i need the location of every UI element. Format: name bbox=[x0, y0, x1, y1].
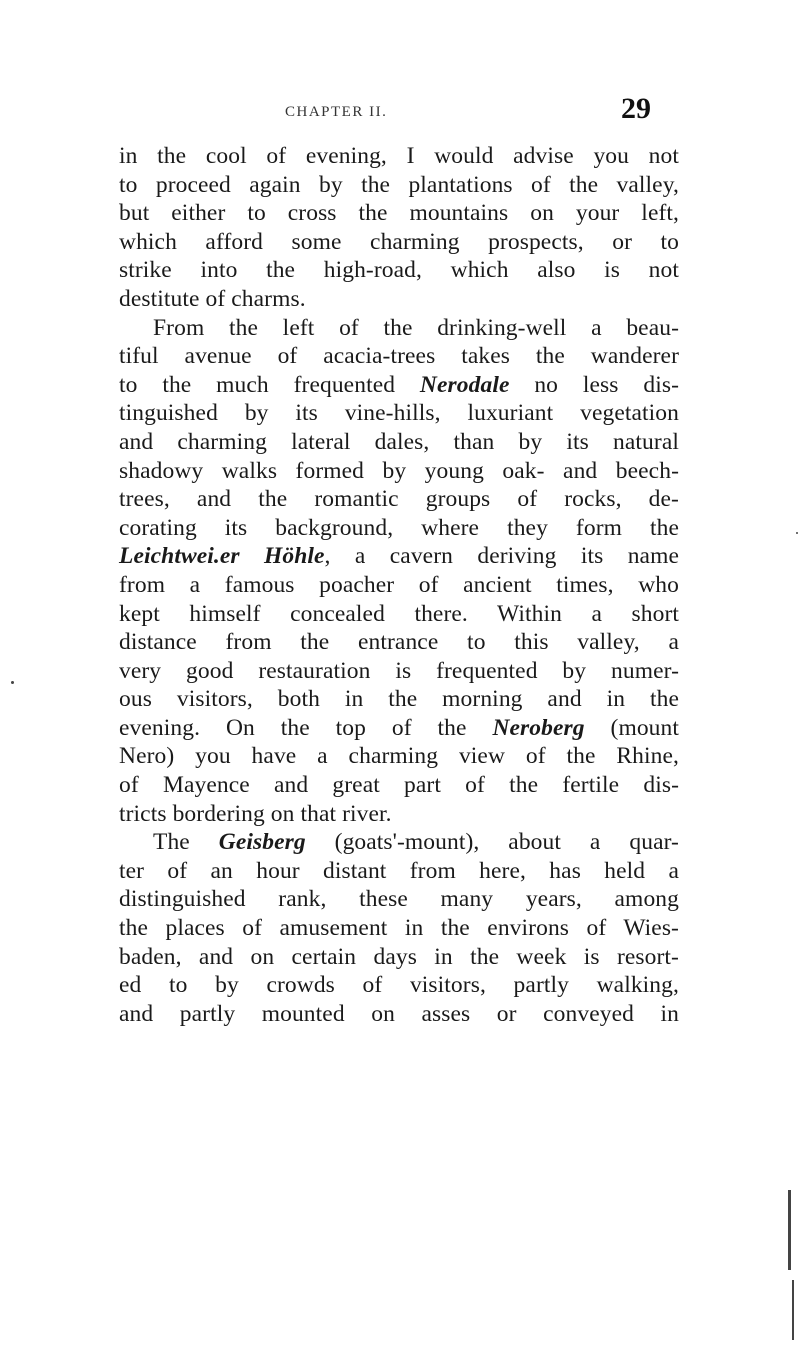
text-line: and charming lateral dales, than by its natural bbox=[119, 428, 679, 455]
text-line: ter of an hour distant from here, has held a bbox=[119, 857, 679, 884]
chapter-heading: CHAPTER II. bbox=[285, 104, 388, 120]
text-line: Leichtwei.er Höhle, a cavern deriving its name bbox=[119, 543, 679, 570]
text-line: ed to by crowds of visitors, partly walking, bbox=[119, 972, 679, 999]
running-head bbox=[285, 92, 685, 132]
text-line: trees, and the romantic groups of rocks, de- bbox=[119, 486, 679, 513]
text-line: The Geisberg (goats'-mount), about a quar- bbox=[153, 829, 679, 856]
text-line: strike into the high-road, which also is not bbox=[119, 257, 679, 284]
text-line: of Mayence and great part of the fertile dis- bbox=[119, 772, 679, 799]
text-line: tinguished by its vine-hills, luxuriant vegetation bbox=[119, 400, 679, 427]
text-line: to proceed again by the plantations of the valley, bbox=[119, 171, 679, 198]
text-line: from a famous poacher of ancient times, who bbox=[119, 571, 679, 598]
text-line: evening. On the top of the Neroberg (mount bbox=[119, 714, 679, 741]
text-line: shadowy walks formed by young oak- and beech- bbox=[119, 457, 679, 484]
text-line: the places of amusement in the environs of Wies- bbox=[119, 915, 679, 942]
text-line: in the cool of evening, I would advise you not bbox=[119, 143, 679, 169]
text-line: Nero) you have a charming view of the Rhine, bbox=[119, 743, 679, 770]
text-line: destitute of charms. bbox=[119, 285, 306, 312]
speck-mark bbox=[796, 532, 798, 534]
page-edge-mark bbox=[788, 1190, 791, 1270]
text-line: which afford some charming prospects, or to bbox=[119, 228, 679, 255]
text-line: distinguished rank, these many years, among bbox=[119, 886, 679, 913]
text-line: distance from the entrance to this valley, a bbox=[119, 629, 679, 656]
text-line: tiful avenue of acacia-trees takes the wanderer bbox=[119, 343, 679, 370]
body-text bbox=[119, 142, 679, 1028]
text-line: From the left of the drinking-well a beau- bbox=[153, 314, 679, 341]
text-line: to the much frequented Nerodale no less dis- bbox=[119, 371, 679, 398]
text-line: kept himself concealed there. Within a short bbox=[119, 600, 679, 627]
place-name: Neroberg bbox=[492, 714, 585, 741]
page-number: 29 bbox=[621, 92, 651, 125]
text-line: tricts bordering on that river. bbox=[119, 800, 392, 827]
text-line: but either to cross the mountains on your left, bbox=[119, 200, 679, 227]
place-name: Nerodale bbox=[419, 371, 510, 398]
text-line: ous visitors, both in the morning and in the bbox=[119, 686, 679, 713]
speck-mark bbox=[11, 681, 14, 684]
text-line: and partly mounted on asses or conveyed in bbox=[119, 1000, 679, 1027]
place-name: Geisberg bbox=[218, 829, 306, 856]
text-line: very good restauration is frequented by numer- bbox=[119, 657, 679, 684]
page-edge-mark bbox=[792, 1280, 794, 1340]
text-line: baden, and on certain days in the week is resort- bbox=[119, 943, 679, 970]
text-line: corating its background, where they form the bbox=[119, 514, 679, 541]
place-name: Leichtwei.er Höhle bbox=[119, 543, 325, 570]
